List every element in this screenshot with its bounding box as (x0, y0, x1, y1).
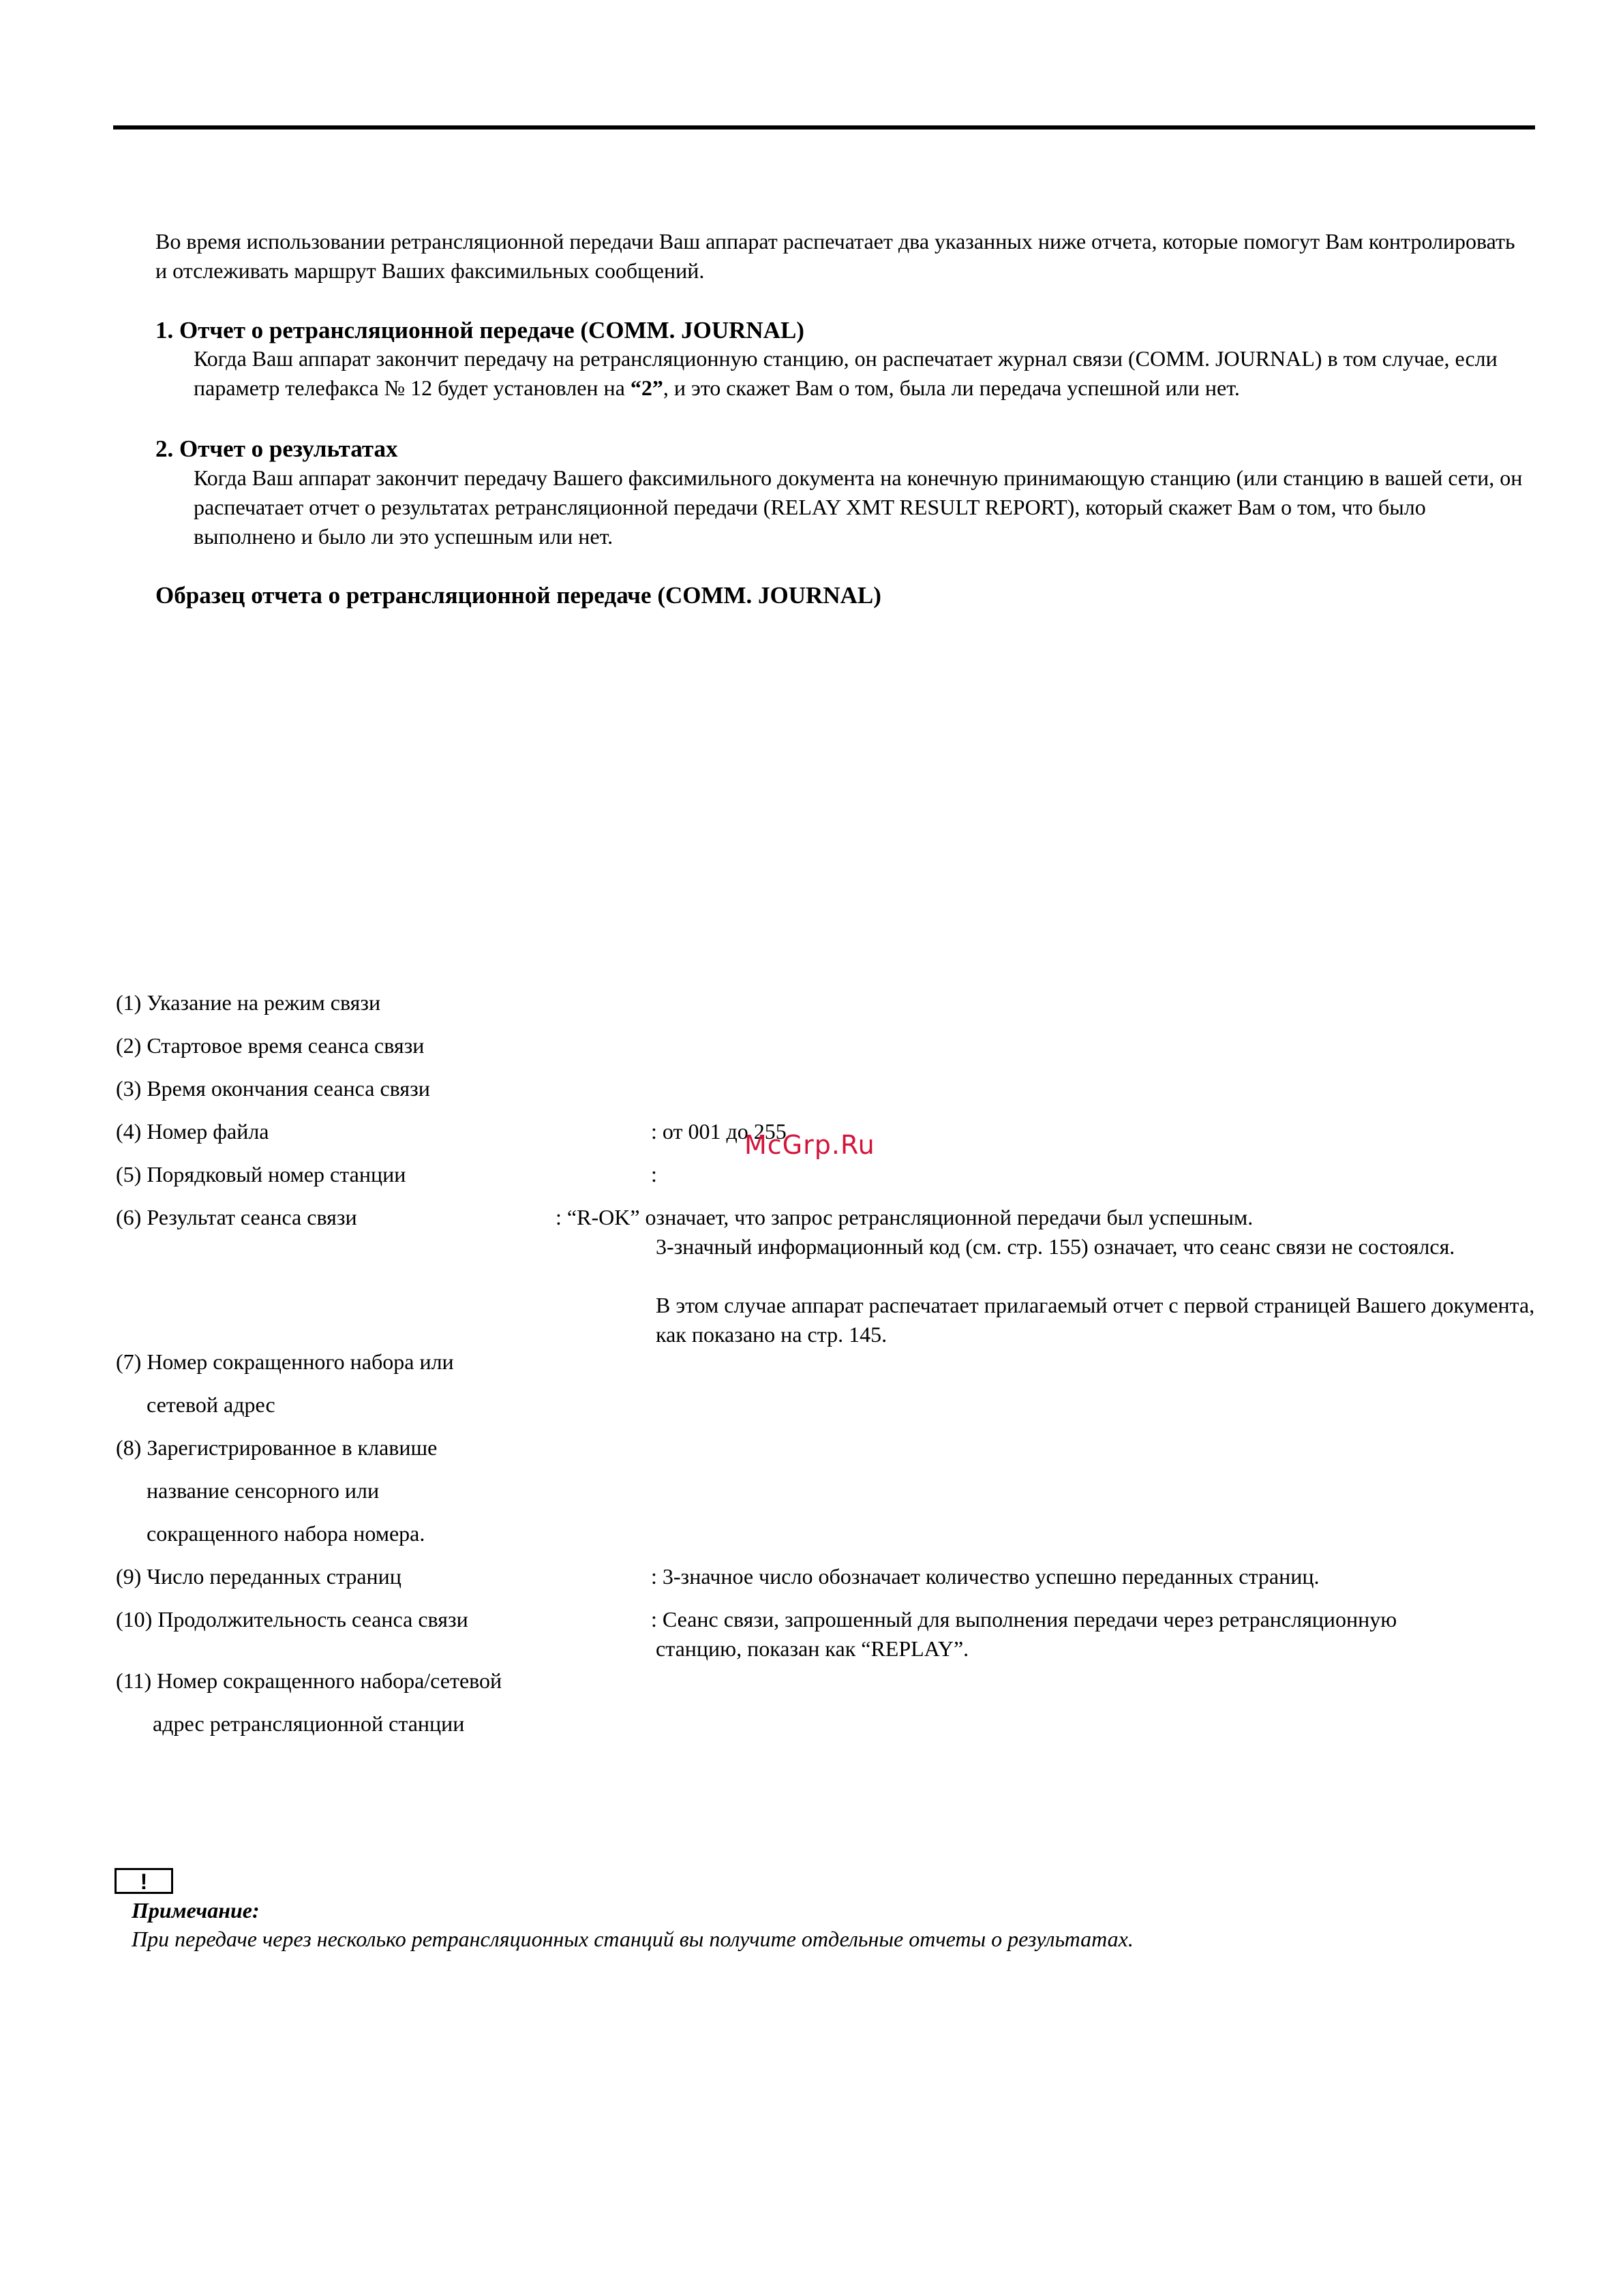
legend-item-6-value-2: 3-значный информационный код (см. стр. 155) означает, что сеанс связи не состоялся. (656, 1234, 1455, 1259)
legend-item-5-value: : (651, 1162, 657, 1187)
legend-item-5-label: (5) Порядковый номер станции (116, 1162, 406, 1187)
section1-paragraph (194, 344, 1530, 403)
legend-item-2-label: (2) Стартовое время сеанса связи (116, 1033, 425, 1058)
legend-item-9-value: : 3-значное число обозначает количество успешно переданных страниц. (651, 1564, 1320, 1589)
sample-heading: Образец отчета о ретрансляционной передаче (COMM. JOURNAL) (155, 582, 881, 609)
watermark: McGrp.Ru (744, 1130, 875, 1160)
legend-item-8-label-2: название сенсорного или (147, 1478, 380, 1503)
legend-item-4-label: (4) Номер файла (116, 1119, 269, 1144)
legend-item-6-label: (6) Результат сеанса связи (116, 1205, 357, 1229)
intro-paragraph: Во время использовании ретрансляционной передачи Ваш аппарат распечатает два указанных ниже отчета, которые помогут Вам контролировать и отслеживать маршрут Ваших факсимильных сообщений. (155, 229, 1515, 283)
section2-heading: 2. Отчет о результатах (155, 435, 398, 462)
section1-text-bold: “2” (630, 376, 663, 400)
section1-text-before: Когда Ваш аппарат закончит передачу на ретрансляционную станцию, он распечатает журнал связи (COMM. JOURNAL) в том случае, если параметр телефакса № 12 будет установлен на (194, 346, 1498, 400)
section2-paragraph: Когда Ваш аппарат закончит передачу Вашего факсимильного документа на конечную принимающую станцию (или станцию в вашей сети, он распечатает отчет о результатах ретрансляционной передачи (RELAY XMT RESULT REPORT), который скажет Вам о том, что было выполнено и было ли это успешным или нет. (194, 465, 1523, 549)
legend-item-9-label: (9) Число переданных страниц (116, 1564, 401, 1589)
section1-text-after: , и это скажет Вам о том, была ли передача успешной или нет. (663, 376, 1240, 400)
note-exclamation-icon: ! (115, 1868, 173, 1894)
legend-item-4-value: : от 001 до 255 (651, 1119, 787, 1144)
legend-item-7-label: (7) Номер сокращенного набора или (116, 1349, 454, 1374)
legend-item-6-value-3: В этом случае аппарат распечатает прилагаемый отчет с первой страницей Вашего документа, как показано на стр. 145. (656, 1293, 1535, 1347)
legend-item-10-label: (10) Продолжительность сеанса связи (116, 1607, 468, 1632)
note-title: Примечание: (132, 1898, 260, 1923)
section1-heading: 1. Отчет о ретрансляционной передаче (COMM. JOURNAL) (155, 317, 804, 343)
note-text: При передаче через несколько ретрансляционных станций вы получите отдельные отчеты о результатах. (132, 1927, 1134, 1951)
legend-item-10-value: : Сеанс связи, запрошенный для выполнения передачи через ретрансляционную (651, 1607, 1397, 1632)
legend-item-7-label-2: сетевой адрес (147, 1392, 275, 1417)
legend-item-8-label: (8) Зарегистрированное в клавише (116, 1435, 438, 1460)
legend-item-6-value: : “R-OK” означает, что запрос ретрансляционной передачи был успешным. (556, 1205, 1254, 1229)
legend-item-1-label: (1) Указание на режим связи (116, 990, 381, 1015)
legend-item-11-label: (11) Номер сокращенного набора/сетевой (116, 1668, 502, 1693)
legend-item-3-label: (3) Время окончания сеанса связи (116, 1076, 430, 1101)
top-rule (113, 125, 1535, 129)
legend-item-8-label-3: сокращенного набора номера. (147, 1521, 425, 1546)
legend-item-10-value-2: станцию, показан как “REPLAY”. (656, 1636, 969, 1661)
legend-item-11-label-2: адрес ретрансляционной станции (153, 1711, 465, 1736)
